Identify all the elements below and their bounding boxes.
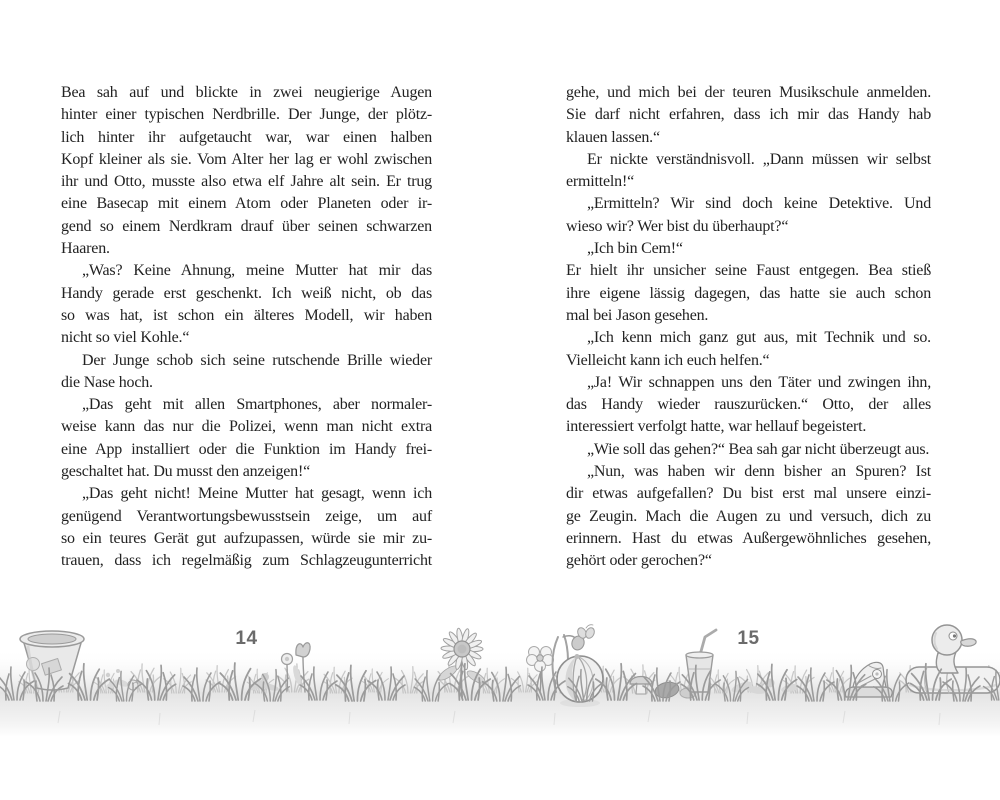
text-line: eine App installiert oder die Funktion im Handy frei- xyxy=(61,440,432,458)
text-line: die Nase hoch. xyxy=(61,373,153,391)
text-line: interessiert verfolgt hatte, war hellauf begeistert. xyxy=(566,418,867,436)
right-page-text xyxy=(566,82,931,573)
text-line: „Ich kenn mich ganz gut aus, mit Technik und so. xyxy=(587,329,931,347)
text-line: ermitteln!“ xyxy=(566,173,634,191)
text-line: so was hat, ist schon ein älteres Modell, wir haben xyxy=(61,306,432,324)
text-line: so ein teures Gerät gut aufzupassen, würde sie mir zu- xyxy=(61,529,432,547)
text-line: „Was? Keine Ahnung, meine Mutter hat mir das xyxy=(82,262,432,280)
left-page-text xyxy=(61,82,432,573)
text-line: „Ermitteln? Wir sind doch keine Detektive. Und xyxy=(587,195,931,213)
text-line: eine Basecap mit einem Atom oder Planeten oder ir- xyxy=(61,195,432,213)
text-line: klauen lassen.“ xyxy=(566,128,660,146)
text-line: „Wie soll das gehen?“ Bea sah gar nicht überzeugt aus. xyxy=(587,440,930,458)
text-line: Bea sah auf und blickte in zwei neugierige Augen xyxy=(61,84,432,101)
text-line: genügend Verantwortungsbewusstsein zeige, um auf xyxy=(61,507,432,525)
text-line: Er nickte verständnisvoll. „Dann müssen wir selbst xyxy=(587,150,931,168)
text-line: Kopf kleiner als sie. Vom Alter her lag er wohl zwischen xyxy=(61,150,432,168)
text-line: Sie darf nicht erfahren, dass ich mir das Handy hab xyxy=(566,106,931,124)
text-line: mal bei Jason gesehen. xyxy=(566,306,709,324)
text-line: ihr und Otto, musste also etwa elf Jahre alt sein. Er trug xyxy=(61,173,432,191)
left-page-number: 14 xyxy=(235,628,258,649)
text-line: „Das geht nicht! Meine Mutter hat gesagt, wenn ich xyxy=(82,485,432,503)
text-line: das Handy wieder rauszurücken.“ Otto, der alles xyxy=(566,396,931,414)
text-line: ihre eigene lässig dagegen, das hatte sie auch schon xyxy=(566,284,931,302)
text-line: lich hinter ihr aufgetaucht war, war einen halben xyxy=(61,128,432,146)
text-line: „Ich bin Cem!“ xyxy=(587,240,683,258)
text-line: weise kann das nur die Polizei, wenn man nicht extra xyxy=(61,418,432,436)
text-line: erinnern. Hast du etwas Außergewöhnliches gesehen, xyxy=(566,529,931,547)
text-line: Haaren. xyxy=(61,240,110,258)
text-line: dir etwas aufgefallen? Du bist erst mal unsere einzi- xyxy=(566,485,931,503)
text-line: nicht so viel Kohle.“ xyxy=(61,329,190,347)
text-line: trauen, dass ich regelmäßig zum Schlagzeugunterricht xyxy=(61,552,432,570)
text-line: „Das geht mit allen Smartphones, aber normaler- xyxy=(82,396,432,414)
text-line: geschaltet hat. Du musst den anzeigen!“ xyxy=(61,463,310,481)
text-line: gehört oder gerochen?“ xyxy=(566,552,712,570)
text-line: gehe, und mich bei der teuren Musikschule anmelden. xyxy=(566,84,931,101)
text-line: ge Zeugin. Mach die Augen zu und versuch, dich zu xyxy=(566,507,931,525)
text-line: Er hielt ihr unsicher seine Faust entgegen. Bea stieß xyxy=(566,262,931,280)
text-line: „Ja! Wir schnappen uns den Täter und zwingen ihn, xyxy=(587,373,931,391)
text-line: Der Junge schob sich seine rutschende Brille wieder xyxy=(82,351,432,369)
text-line: wieso wir? Wer bist du überhaupt?“ xyxy=(566,217,789,235)
text-line: „Nun, was haben wir denn bisher an Spuren? Ist xyxy=(587,463,931,481)
right-page-number: 15 xyxy=(737,628,760,649)
bottom-grass-illustration xyxy=(0,597,1000,742)
text-line: gend so einem Nerdkram drauf über seinen schwarzen xyxy=(61,217,432,235)
text-line: hinter einer typischen Nerdbrille. Der Junge, der plötz- xyxy=(61,106,432,124)
text-line: Vielleicht kann ich euch helfen.“ xyxy=(566,351,770,369)
text-line: Handy gerade erst geschenkt. Ich weiß nicht, ob das xyxy=(61,284,432,302)
